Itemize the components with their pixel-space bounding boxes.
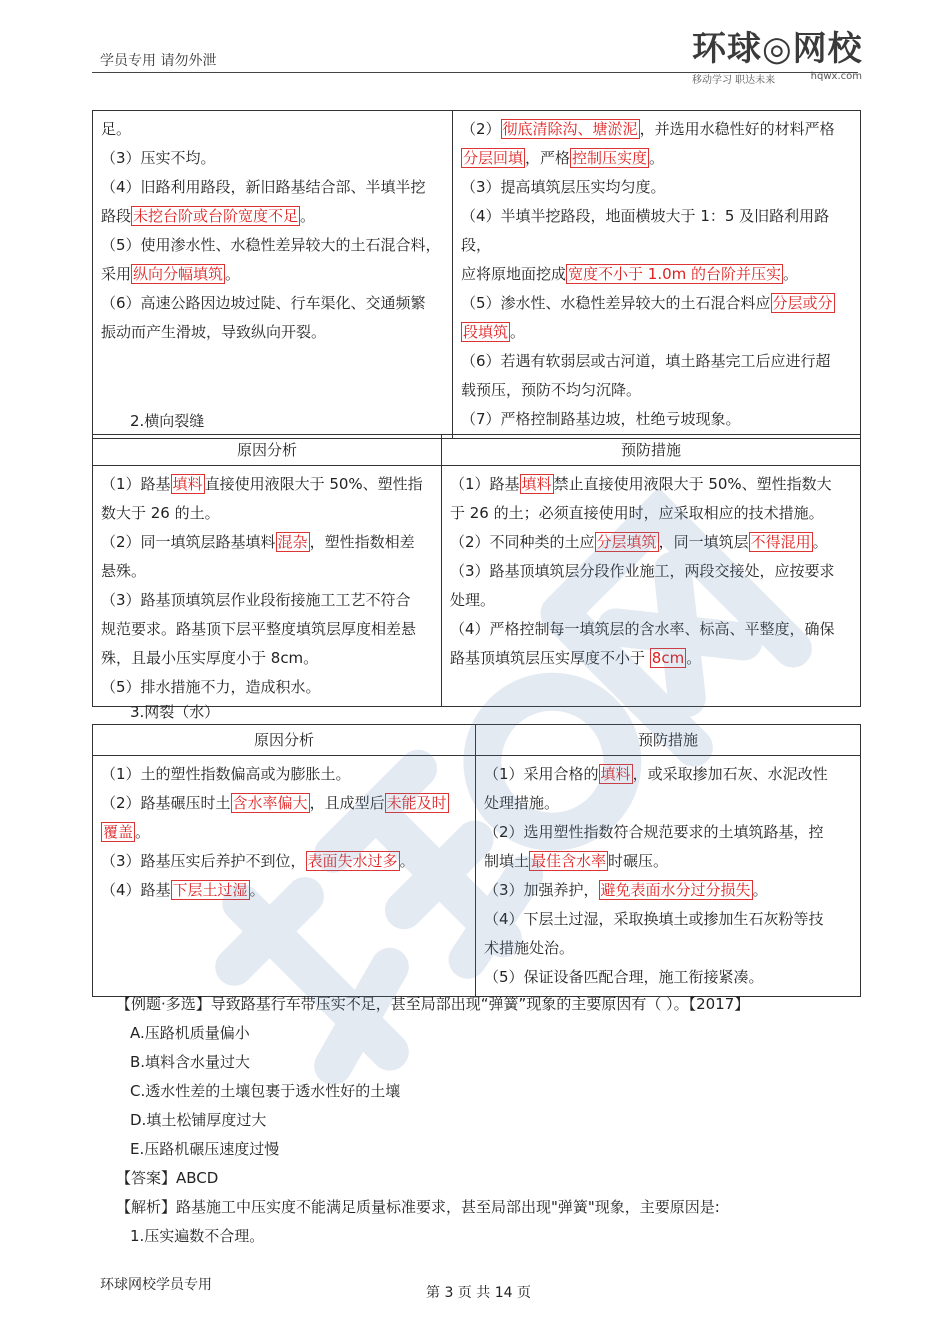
- table2-header-prevention: 预防措施: [442, 435, 861, 466]
- text-segment: （2）同一填筑层路基填料: [101, 533, 276, 551]
- highlighted-keyword: 未挖台阶或台阶宽度不足: [133, 207, 299, 225]
- text-line: [101, 586, 433, 615]
- text-segment: （1）路基: [101, 475, 171, 493]
- text-segment: ，或采取掺加石灰、水泥改性: [632, 765, 828, 783]
- text-line: [461, 376, 852, 405]
- text-segment: （4）严格控制每一填筑层的含水率、标高、平整度，确保: [450, 620, 835, 638]
- section-title-transverse: 2.横向裂缝: [130, 412, 205, 430]
- text-segment: 采用: [101, 265, 132, 283]
- highlighted-keyword: 纵向分幅填筑: [133, 265, 224, 283]
- text-line: [484, 905, 852, 934]
- table-longitudinal-cracks: [92, 110, 861, 439]
- text-line: [484, 789, 852, 818]
- text-segment: 制填土: [484, 852, 530, 870]
- text-line: [484, 818, 852, 847]
- highlighted-keyword: 填料: [172, 475, 203, 493]
- table1-cause-cell: [93, 111, 453, 439]
- table2-header-cause: 原因分析: [93, 435, 442, 466]
- highlighted-keyword: 表面失水过多: [307, 852, 398, 870]
- text-segment: ，塑性指数相差: [309, 533, 415, 551]
- text-segment: 直接使用液限大于 50%、塑性指: [204, 475, 423, 493]
- text-line: [461, 115, 852, 144]
- text-segment: （3）路基顶填筑层作业段衔接施工工艺不符合: [101, 591, 411, 609]
- text-segment: 。: [649, 149, 665, 167]
- page-number: 第 3 页 共 14 页: [426, 1285, 531, 1301]
- option-c: C.透水性差的土壤包裹于透水性好的土壤: [130, 1082, 401, 1100]
- option-b: B.填料含水量过大: [130, 1053, 251, 1071]
- text-segment: （5）保证设备匹配合理，施工衔接紧凑。: [484, 968, 764, 986]
- text-line: [484, 876, 852, 905]
- text-line: [450, 557, 852, 586]
- header-divider: [92, 72, 858, 73]
- text-line: [101, 202, 444, 231]
- text-line: [484, 963, 852, 992]
- highlighted-keyword: 未能及时: [386, 794, 447, 812]
- text-line: [461, 318, 852, 347]
- text-line: [101, 644, 433, 673]
- text-segment: （4）路基: [101, 881, 171, 899]
- text-segment: 。: [783, 265, 799, 283]
- text-segment: 处理措施。: [484, 794, 560, 812]
- text-segment: 数大于 26 的土。: [101, 504, 220, 522]
- text-segment: （3）压实不均。: [101, 149, 216, 167]
- text-line: [101, 144, 444, 173]
- text-line: [450, 586, 852, 615]
- text-segment: （2）路基碾压时土: [101, 794, 231, 812]
- text-segment: （6）高速公路因边坡过陡、行车渠化、交通频繁: [101, 294, 426, 312]
- question-stem: 【例题·多选】导致路基行车带压实不足，甚至局部出现“弹簧”现象的主要原因有（ ）。【2017】: [116, 995, 750, 1013]
- highlighted-keyword: 宽度不小于 1.0m 的台阶并压实: [568, 265, 782, 283]
- table3-header-prevention: 预防措施: [476, 725, 861, 756]
- text-segment: （1）路基: [450, 475, 520, 493]
- text-segment: （7）严格控制路基边坡，杜绝亏坡现象。: [461, 410, 741, 428]
- table3-prevention-cell: [476, 756, 861, 997]
- text-segment: （5）排水措施不力，造成积水。: [101, 678, 321, 696]
- text-segment: 应将原地面挖成: [461, 265, 567, 283]
- text-segment: （1）土的塑性指数偏高或为膨胀土。: [101, 765, 351, 783]
- highlighted-keyword: 最佳含水率: [531, 852, 607, 870]
- text-line: [101, 557, 433, 586]
- text-line: [101, 173, 444, 202]
- text-line: [101, 847, 467, 876]
- logo-slogan: [692, 71, 862, 86]
- text-segment: （3）路基压实后养护不到位，: [101, 852, 306, 870]
- table3-cause-cell: [93, 756, 476, 997]
- text-segment: （5）渗水性、水稳性差异较大的土石混合料应: [461, 294, 771, 312]
- text-line: [101, 499, 433, 528]
- text-segment: 。: [752, 881, 768, 899]
- highlighted-keyword: 不得混用: [750, 533, 811, 551]
- text-segment: ，并选用水稳性好的材料严格: [639, 120, 835, 138]
- analysis-point-1: 1.压实遍数不合理。: [130, 1227, 265, 1245]
- text-segment: ，同一填筑层: [658, 533, 749, 551]
- text-line: [101, 289, 444, 318]
- text-line: [461, 144, 852, 173]
- highlighted-keyword: 控制压实度: [572, 149, 648, 167]
- text-line: [461, 405, 852, 434]
- text-segment: 殊，且最小压实厚度小于 8cm。: [101, 649, 319, 667]
- logo-text: 环球◎网校: [692, 29, 863, 69]
- text-segment: 。: [300, 207, 316, 225]
- highlighted-keyword: 含水率偏大: [232, 794, 308, 812]
- text-line: [450, 470, 852, 499]
- text-segment: （4）半填半挖路段，地面横坡大于 1：5 及旧路利用路段，: [461, 207, 830, 254]
- brand-logo: [692, 30, 862, 86]
- table2-prevention-cell: [442, 466, 861, 707]
- text-line: [101, 615, 433, 644]
- text-line: [450, 528, 852, 557]
- text-line: [101, 115, 444, 144]
- highlighted-keyword: 填料: [600, 765, 631, 783]
- logo-slogan-left: 移动学习 职达未来: [692, 75, 776, 86]
- text-line: [101, 260, 444, 289]
- text-line: [101, 231, 444, 260]
- section-title-mesh: 3.网裂（水）: [130, 703, 220, 721]
- text-segment: 规范要求。路基顶下层平整度填筑层厚度相差悬: [101, 620, 417, 638]
- text-segment: （3）提高填筑层压实均匀度。: [461, 178, 666, 196]
- text-line: [484, 847, 852, 876]
- text-segment: 时碾压。: [608, 852, 669, 870]
- table2-cause-cell: [93, 466, 442, 707]
- text-segment: 禁止直接使用液限大于 50%、塑性指数大: [553, 475, 832, 493]
- text-line: [450, 499, 852, 528]
- table-transverse-cracks: [92, 434, 861, 707]
- text-segment: 。: [225, 265, 241, 283]
- text-line: [461, 173, 852, 202]
- text-line: [461, 202, 852, 260]
- text-segment: 悬殊。: [101, 562, 147, 580]
- header-note: 学员专用 请勿外泄: [100, 53, 217, 69]
- highlighted-keyword: 分层或分: [772, 294, 833, 312]
- highlighted-keyword: 覆盖: [103, 823, 134, 841]
- text-segment: ，且成型后: [309, 794, 385, 812]
- option-d: D.填土松铺厚度过大: [130, 1111, 267, 1129]
- table3-header-cause: 原因分析: [93, 725, 476, 756]
- text-segment: 。: [510, 323, 526, 341]
- example-question: [116, 990, 850, 1251]
- text-segment: （2）: [461, 120, 501, 138]
- option-a: A.压路机质量偏小: [130, 1024, 250, 1042]
- text-segment: 。: [249, 881, 265, 899]
- text-line: [101, 528, 433, 557]
- table1-prevention-cell: [453, 111, 861, 439]
- text-line: [461, 289, 852, 318]
- text-line: [101, 818, 467, 847]
- text-segment: 。: [399, 852, 415, 870]
- text-line: [101, 876, 467, 905]
- text-segment: （3）加强养护，: [484, 881, 599, 899]
- text-segment: 于 26 的土；必须直接使用时，应采取相应的技术措施。: [450, 504, 824, 522]
- text-segment: 。: [812, 533, 828, 551]
- text-segment: 术措施处治。: [484, 939, 575, 957]
- text-segment: 。: [135, 823, 151, 841]
- highlighted-keyword: 避免表面水分过分损失: [600, 881, 751, 899]
- text-segment: 载预压，预防不均匀沉降。: [461, 381, 642, 399]
- text-segment: 足。: [101, 120, 132, 138]
- text-line: [461, 260, 852, 289]
- text-segment: （2）选用塑性指数符合规范要求的土填筑路基，控: [484, 823, 824, 841]
- highlighted-keyword: 分层填筑: [596, 533, 657, 551]
- text-segment: ，严格: [525, 149, 571, 167]
- answer-line: 【答案】ABCD: [116, 1169, 219, 1187]
- text-line: [461, 347, 852, 376]
- text-line: [101, 760, 467, 789]
- footer-label: 环球网校学员专用: [100, 1277, 212, 1293]
- text-segment: （3）路基顶填筑层分段作业施工，两段交接处，应按要求: [450, 562, 835, 580]
- text-segment: （1）采用合格的: [484, 765, 599, 783]
- text-line: [101, 470, 433, 499]
- text-segment: 处理。: [450, 591, 496, 609]
- text-segment: （6）若遇有软弱层或古河道，填土路基完工后应进行超: [461, 352, 831, 370]
- analysis-line: 【解析】路基施工中压实度不能满足质量标准要求，甚至局部出现"弹簧"现象，主要原因是:: [116, 1198, 720, 1216]
- highlighted-keyword: 分层回填: [463, 149, 524, 167]
- option-e: E.压路机碾压速度过慢: [130, 1140, 280, 1158]
- text-segment: （4）旧路利用路段，新旧路基结合部、半填半挖: [101, 178, 426, 196]
- text-segment: （2）不同种类的土应: [450, 533, 595, 551]
- text-line: [101, 318, 444, 347]
- text-segment: （5）使用渗水性、水稳性差异较大的土石混合料，: [101, 236, 441, 254]
- text-segment: 振动而产生滑坡，导致纵向开裂。: [101, 323, 327, 341]
- text-line: [101, 673, 433, 702]
- highlighted-keyword: 填料: [521, 475, 552, 493]
- text-line: [101, 789, 467, 818]
- text-segment: 路基顶填筑层压实厚度不小于: [450, 649, 650, 667]
- highlighted-keyword: 下层土过湿: [172, 881, 248, 899]
- text-line: [450, 644, 852, 673]
- highlighted-keyword: 混杂: [277, 533, 308, 551]
- text-line: [484, 934, 852, 963]
- highlighted-keyword: 段填筑: [463, 323, 509, 341]
- text-segment: 路段: [101, 207, 132, 225]
- text-segment: 。: [686, 649, 702, 667]
- text-line: [450, 615, 852, 644]
- highlighted-keyword: 8cm: [651, 649, 685, 667]
- logo-slogan-right: hqwx.com: [810, 71, 862, 82]
- text-line: [484, 760, 852, 789]
- text-segment: （4）下层土过湿，采取换填土或掺加生石灰粉等技: [484, 910, 824, 928]
- table-mesh-cracks: [92, 724, 861, 997]
- highlighted-keyword: 彻底清除沟、塘淤泥: [502, 120, 638, 138]
